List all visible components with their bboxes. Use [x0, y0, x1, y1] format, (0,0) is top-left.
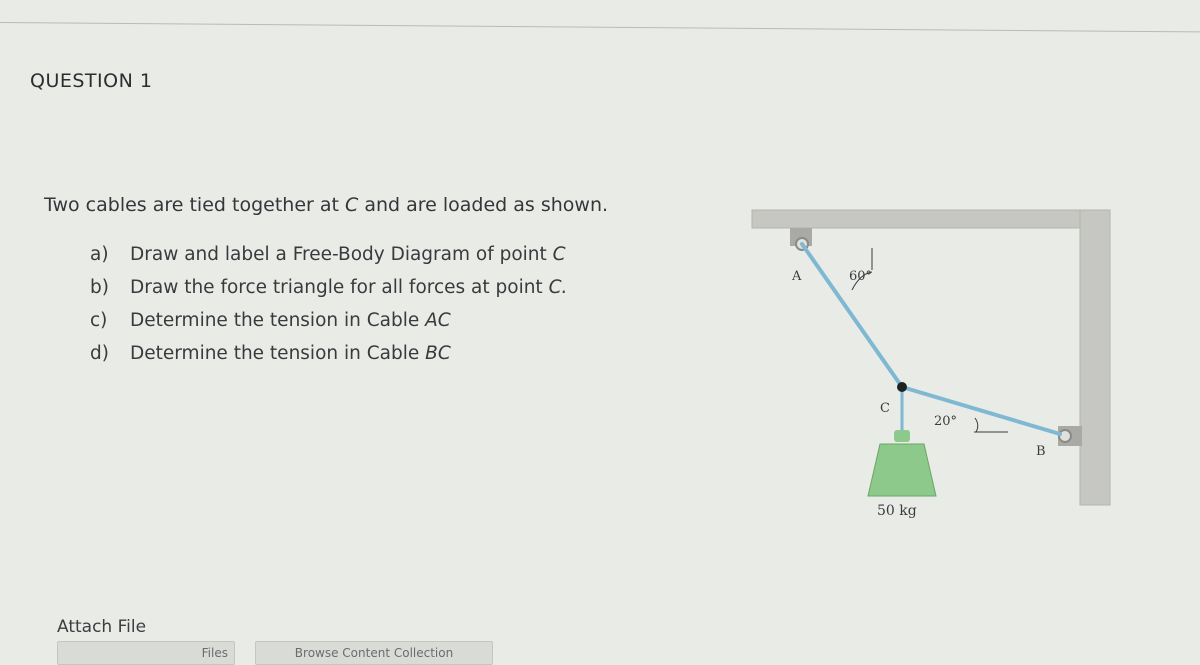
ceiling-support — [752, 210, 1110, 228]
attach-file-label: Attach File — [57, 617, 147, 637]
mass-block — [868, 444, 936, 496]
task-text: Determine the tension in Cable — [130, 343, 426, 364]
mass-label: 50 kg — [877, 503, 917, 519]
cable-diagram — [740, 200, 1120, 530]
task-text: Determine the tension in Cable — [130, 310, 426, 331]
task-item-d — [90, 343, 567, 376]
task-variable: C. — [548, 277, 568, 298]
browse-local-files-button[interactable]: Files — [57, 641, 235, 665]
intro-variable: C — [345, 194, 359, 216]
intro-text-after: and are loaded as shown. — [358, 194, 609, 216]
task-text: Draw and label a Free-Body Diagram of point — [130, 244, 553, 265]
task-item-b — [90, 277, 567, 310]
wall-support — [1080, 210, 1110, 505]
cable-ac — [802, 244, 902, 387]
label-a: A — [792, 269, 802, 284]
angle-label-b: 20° — [934, 414, 958, 429]
question-intro — [44, 194, 608, 216]
task-variable: AC — [425, 310, 451, 331]
hook — [894, 430, 910, 442]
question-header: QUESTION 1 — [30, 70, 153, 92]
task-variable: BC — [425, 343, 451, 364]
knot-c — [897, 382, 907, 392]
task-text: Draw the force triangle for all forces at point — [130, 277, 549, 298]
task-marker: b) — [90, 277, 109, 298]
top-divider — [0, 22, 1200, 32]
cable-bc — [902, 387, 1060, 434]
task-marker: d) — [90, 343, 109, 364]
angle-arc-b — [975, 418, 978, 432]
angle-label-a: 60° — [849, 269, 873, 284]
task-variable: C — [552, 244, 566, 265]
task-item-a — [90, 244, 567, 277]
task-marker: c) — [90, 310, 108, 331]
intro-text-before: Two cables are tied together at — [44, 194, 345, 216]
task-item-c — [90, 310, 567, 343]
label-c: C — [880, 401, 890, 416]
browse-content-collection-button[interactable]: Browse Content Collection — [255, 641, 493, 665]
label-b: B — [1036, 444, 1046, 459]
task-list — [90, 244, 567, 376]
task-marker: a) — [90, 244, 109, 265]
anchor-b-pin — [1059, 430, 1071, 442]
